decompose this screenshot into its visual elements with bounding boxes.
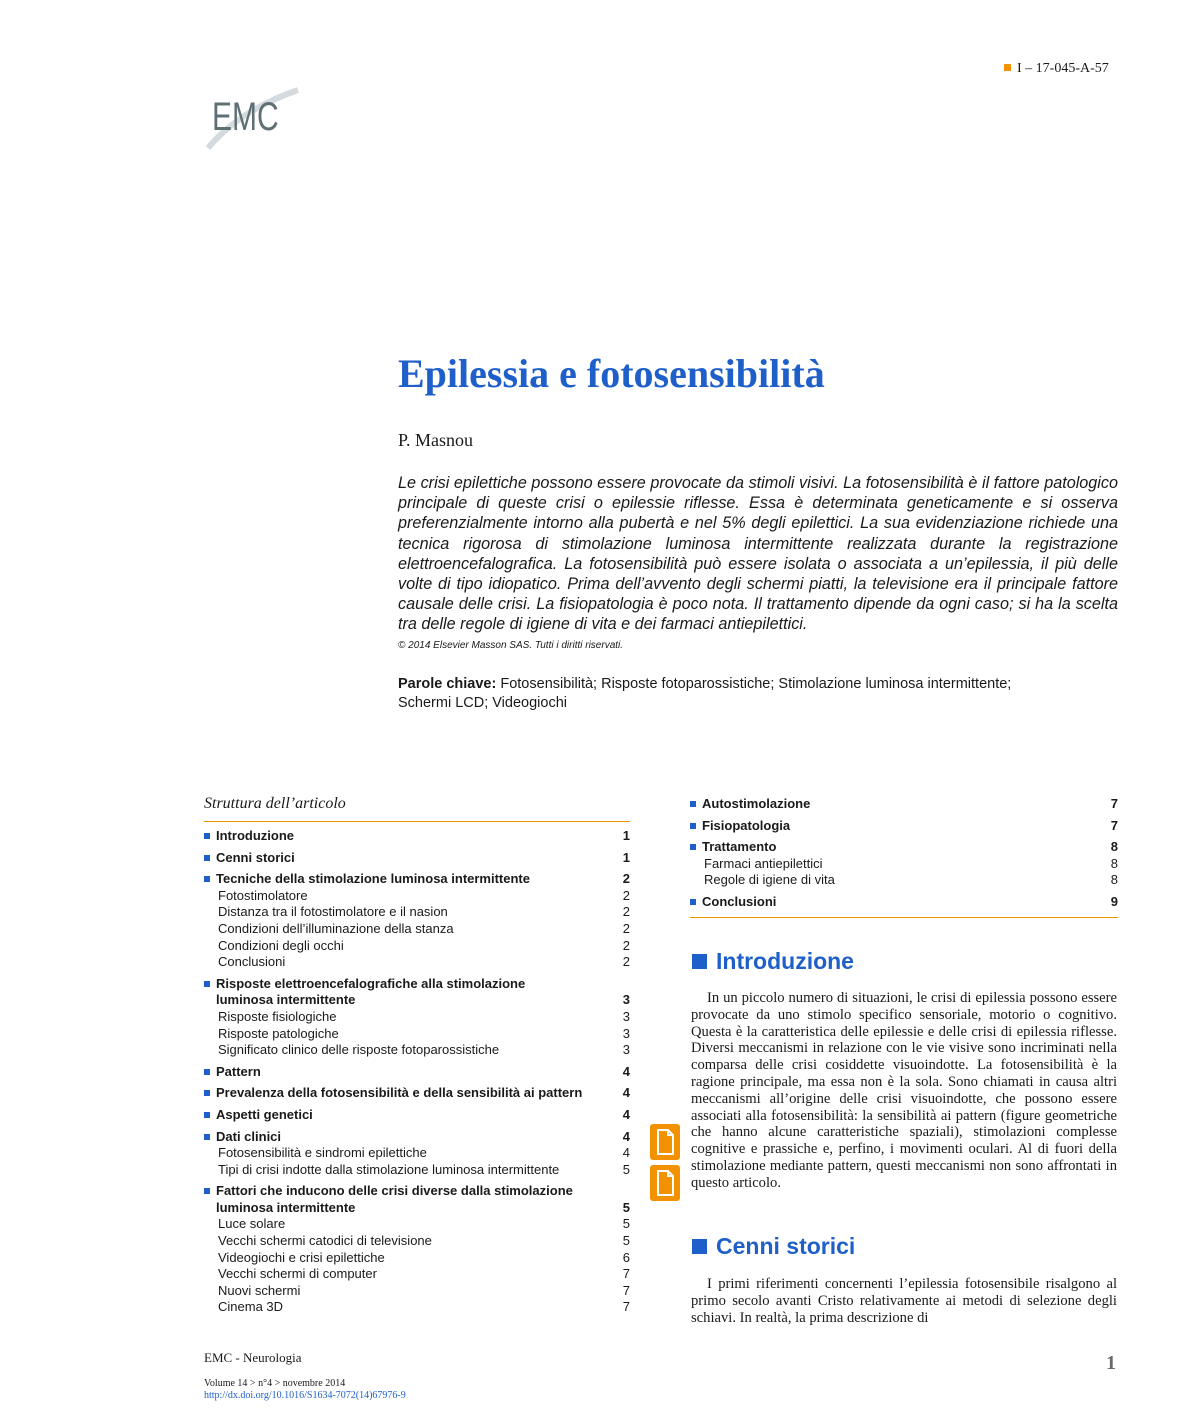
toc-entry[interactable] [204, 828, 630, 845]
toc-list [690, 796, 1118, 911]
toc-entry[interactable] [204, 1026, 630, 1043]
toc-entry[interactable] [690, 894, 1118, 911]
toc-entry-label: Tipi di crisi indotte dalla stimolazione luminosa intermittente [218, 1161, 560, 1177]
toc-entry[interactable] [690, 796, 1118, 813]
toc-entry-label: Regole di igiene di vita [704, 872, 835, 888]
toc-entry-label: Condizioni dell’illuminazione della stanza [218, 920, 454, 936]
toc-entry-label: Pattern [204, 1064, 606, 1081]
toc-entry-page: 6 [622, 1249, 630, 1265]
toc-entry[interactable] [204, 871, 630, 888]
toc-entry-label: Conclusioni [218, 954, 286, 970]
blue-square-icon [692, 954, 707, 969]
toc-entry-page: 3 [622, 1008, 630, 1024]
toc-entry-page: 1 [622, 849, 630, 865]
section-heading-introduzione [692, 948, 854, 975]
toc-entry-label: Conclusioni [690, 894, 1094, 911]
document-code-text: I – 17-045-A-57 [1017, 61, 1109, 76]
toc-entry[interactable] [204, 1162, 630, 1179]
toc-entry[interactable] [204, 1299, 630, 1316]
journal-name: EMC - Neurologia [204, 1350, 302, 1365]
keywords [398, 675, 1048, 713]
toc-entry[interactable] [204, 1064, 630, 1081]
keywords-label: Parole chiave: [398, 676, 497, 692]
author: P. Masnou [398, 430, 474, 450]
article-title: Epilessia e fotosensibilità [398, 351, 825, 396]
toc-entry-page: 5 [622, 1199, 630, 1215]
toc-entry-label: Introduzione [204, 828, 606, 845]
toc-entry-label: Distanza tra il fotostimolatore e il nasion [218, 904, 448, 920]
keywords-text: Fotosensibilità; Risposte fotoparossistiche; Stimolazione luminosa intermittente; Schermi LCD; Videogiochi [398, 676, 1012, 711]
toc-entry-page: 8 [1110, 839, 1118, 855]
toc-entry[interactable] [690, 872, 1118, 889]
toc-entry-page: 2 [622, 887, 630, 903]
toc-entry-page: 4 [622, 1063, 630, 1079]
toc-entry-page: 4 [622, 1128, 630, 1144]
toc-entry[interactable] [204, 921, 630, 938]
toc-entry-page: 8 [1110, 855, 1118, 871]
toc-entry-page: 7 [1110, 817, 1118, 833]
toc-entry-label: Aspetti genetici [204, 1107, 606, 1124]
toc-entry-label: luminosa intermittente [216, 992, 356, 1008]
toc-entry-label: Trattamento [690, 839, 1094, 856]
toc-entry-page: 2 [622, 871, 630, 887]
toc-entry[interactable] [204, 1042, 630, 1059]
toc-left-column [204, 795, 630, 1316]
toc-entry-page: 5 [622, 1233, 630, 1249]
toc-entry-page: 3 [622, 992, 630, 1008]
document-icon[interactable] [650, 1165, 680, 1201]
toc-entry-label: luminosa intermittente [216, 1199, 356, 1215]
toc-entry-label: Fotostimolatore [218, 887, 308, 903]
toc-entry-page: 2 [622, 937, 630, 953]
emc-logo [200, 70, 300, 155]
toc-entry-label: Condizioni degli occhi [218, 937, 344, 953]
toc-entry[interactable] [204, 1107, 630, 1124]
blue-square-icon [692, 1239, 707, 1254]
introduzione-text: In un piccolo numero di situazioni, le crisi di epilessia possono essere provocate da uno stimolo specifico sensoriale, motorio o cognitivo. Questa è la caratteristica delle epilessie e delle crisi di epilessia riflesse. Diversi meccanismi in relazione con le vie visive sono incriminati nella comparsa delle crisi cosiddette visuoindotte. La fotosensibilità è la ragione principale, ma essa non è la sola. Sono chiamati in causa altri meccanismi all’origine delle crisi visuoindotte, che possono essere associati alla fotosensibilità: la sensibilità ai pattern (figure geometriche che hanno alcune caratteristiche spaziali), stimolazioni complesse cognitive e prassiche e, perfino, i movimenti oculari. Al di fuori della stimolazione mediante pattern, questi meccanismi non sono affrontati in questo articolo. [691, 990, 1117, 1191]
toc-entry[interactable] [204, 904, 630, 921]
toc-entry-label: Farmaci antiepilettici [704, 855, 823, 871]
toc-entry-label: Risposte fisiologiche [218, 1008, 337, 1024]
toc-entry-page: 5 [622, 1161, 630, 1177]
toc-right-column [690, 796, 1118, 918]
toc-entry[interactable] [204, 1085, 630, 1102]
toc-entry[interactable] [204, 1129, 630, 1146]
volume-info: Volume 14 > n°4 > novembre 2014 [204, 1378, 346, 1389]
section-heading-text: Cenni storici [716, 1233, 856, 1259]
toc-entry-label: Risposte elettroencefalografiche alla stimolazione [204, 976, 606, 993]
document-code [1004, 61, 1109, 77]
toc-entry[interactable] [204, 976, 630, 993]
toc-entry-label: Luce solare [218, 1216, 286, 1232]
toc-entry-label: Dati clinici [204, 1129, 606, 1146]
toc-entry-label: Cinema 3D [218, 1299, 284, 1315]
cenni-storici-text: I primi riferimenti concernenti l’epilessia fotosensibile risalgono al primo secolo avanti Cristo relativamente ai metodi di selezione degli schiavi. In realtà, la prima descrizione di [691, 1276, 1117, 1326]
toc-entry-label: Tecniche della stimolazione luminosa intermittente [204, 871, 606, 888]
toc-entry[interactable] [204, 954, 630, 971]
orange-square-icon [1004, 64, 1011, 71]
toc-entry-page: 7 [622, 1266, 630, 1282]
toc-entry[interactable] [690, 839, 1118, 856]
toc-entry-label: Nuovi schermi [218, 1282, 301, 1298]
toc-entry-page: 4 [622, 1145, 630, 1161]
toc-entry-page: 7 [622, 1299, 630, 1315]
toc-entry-label: Fisiopatologia [690, 818, 1094, 835]
toc-entry-page: 9 [1110, 893, 1118, 909]
toc-entry-label: Vecchi schermi di computer [218, 1266, 377, 1282]
toc-entry[interactable] [204, 1250, 630, 1267]
toc-entry-page: 1 [622, 828, 630, 843]
toc-entry[interactable] [690, 818, 1118, 835]
toc-entry-label: Vecchi schermi catodici di televisione [218, 1233, 432, 1249]
toc-entry-page: 4 [622, 1085, 630, 1101]
toc-entry-page: 7 [1110, 796, 1118, 811]
toc-entry-label: Fotosensibilità e sindromi epilettiche [218, 1145, 427, 1161]
toc-entry-page: 7 [622, 1282, 630, 1298]
toc-entry-label: Videogiochi e crisi epilettiche [218, 1249, 385, 1265]
toc-entry-label: Fattori che inducono delle crisi diverse dalla stimolazione [204, 1183, 606, 1200]
toc-entry-page: 3 [622, 1042, 630, 1058]
toc-entry[interactable] [204, 1216, 630, 1233]
toc-entry[interactable] [204, 1200, 630, 1217]
toc-entry-page: 2 [622, 904, 630, 920]
toc-entry-label: Prevalenza della fotosensibilità e della sensibilità ai pattern [204, 1085, 606, 1102]
toc-entry-page: 2 [622, 954, 630, 970]
toc-entry-label: Cenni storici [204, 850, 606, 867]
toc-heading: Struttura dell’articolo [204, 795, 630, 822]
logo-text: EMC [212, 94, 279, 140]
toc-entry[interactable] [204, 1266, 630, 1283]
toc-list [204, 828, 630, 1316]
toc-entry-page: 5 [622, 1216, 630, 1232]
toc-entry[interactable] [204, 1009, 630, 1026]
toc-entry[interactable] [204, 1233, 630, 1250]
toc-entry[interactable] [204, 1145, 630, 1162]
toc-entry[interactable] [690, 856, 1118, 873]
document-icon[interactable] [650, 1124, 680, 1160]
section-heading-cenni-storici [692, 1233, 855, 1260]
toc-entry[interactable] [204, 1183, 630, 1200]
toc-entry[interactable] [204, 992, 630, 1009]
toc-entry-page: 2 [622, 920, 630, 936]
toc-entry-label: Significato clinico delle risposte fotoparossistiche [218, 1042, 500, 1058]
copyright: © 2014 Elsevier Masson SAS. Tutti i diritti riservati. [398, 640, 624, 651]
toc-entry-page: 3 [622, 1025, 630, 1041]
toc-entry[interactable] [204, 938, 630, 955]
abstract: Le crisi epilettiche possono essere provocate da stimoli visivi. La fotosensibilità è il fattore patologico principale di queste crisi o epilessie riflesse. Essa è determinata geneticamente e si osserva preferenzialmente intorno alla pubertà e nel 5% degli epilettici. La sua evidenziazione richiede una tecnica rigorosa di stimolazione luminosa intermittente realizzata durante la registrazione elettroencefalografica. La fotosensibilità può essere isolata o associata a un’epilessia, il più delle volte di tipo idiopatico. Prima dell’avvento degli schermi piatti, la televisione era il principale fattore causale delle crisi. La fisiopatologia è poco nota. Il trattamento dipende da ogni caso; si ha la scelta tra delle regole di igiene di vita e dei farmaci antiepilettici. [398, 474, 1118, 634]
doi-link[interactable]: http://dx.doi.org/10.1016/S1634-7072(14)67976-9 [204, 1390, 406, 1401]
toc-entry-page: 4 [622, 1106, 630, 1122]
toc-entry-label: Autostimolazione [690, 796, 1094, 813]
toc-entry[interactable] [204, 1283, 630, 1300]
page-number: 1 [1106, 1352, 1116, 1374]
toc-entry-label: Risposte patologiche [218, 1025, 339, 1041]
toc-entry[interactable] [204, 850, 630, 867]
section-heading-text: Introduzione [716, 948, 854, 974]
toc-entry-page: 8 [1110, 872, 1118, 888]
toc-entry[interactable] [204, 888, 630, 905]
